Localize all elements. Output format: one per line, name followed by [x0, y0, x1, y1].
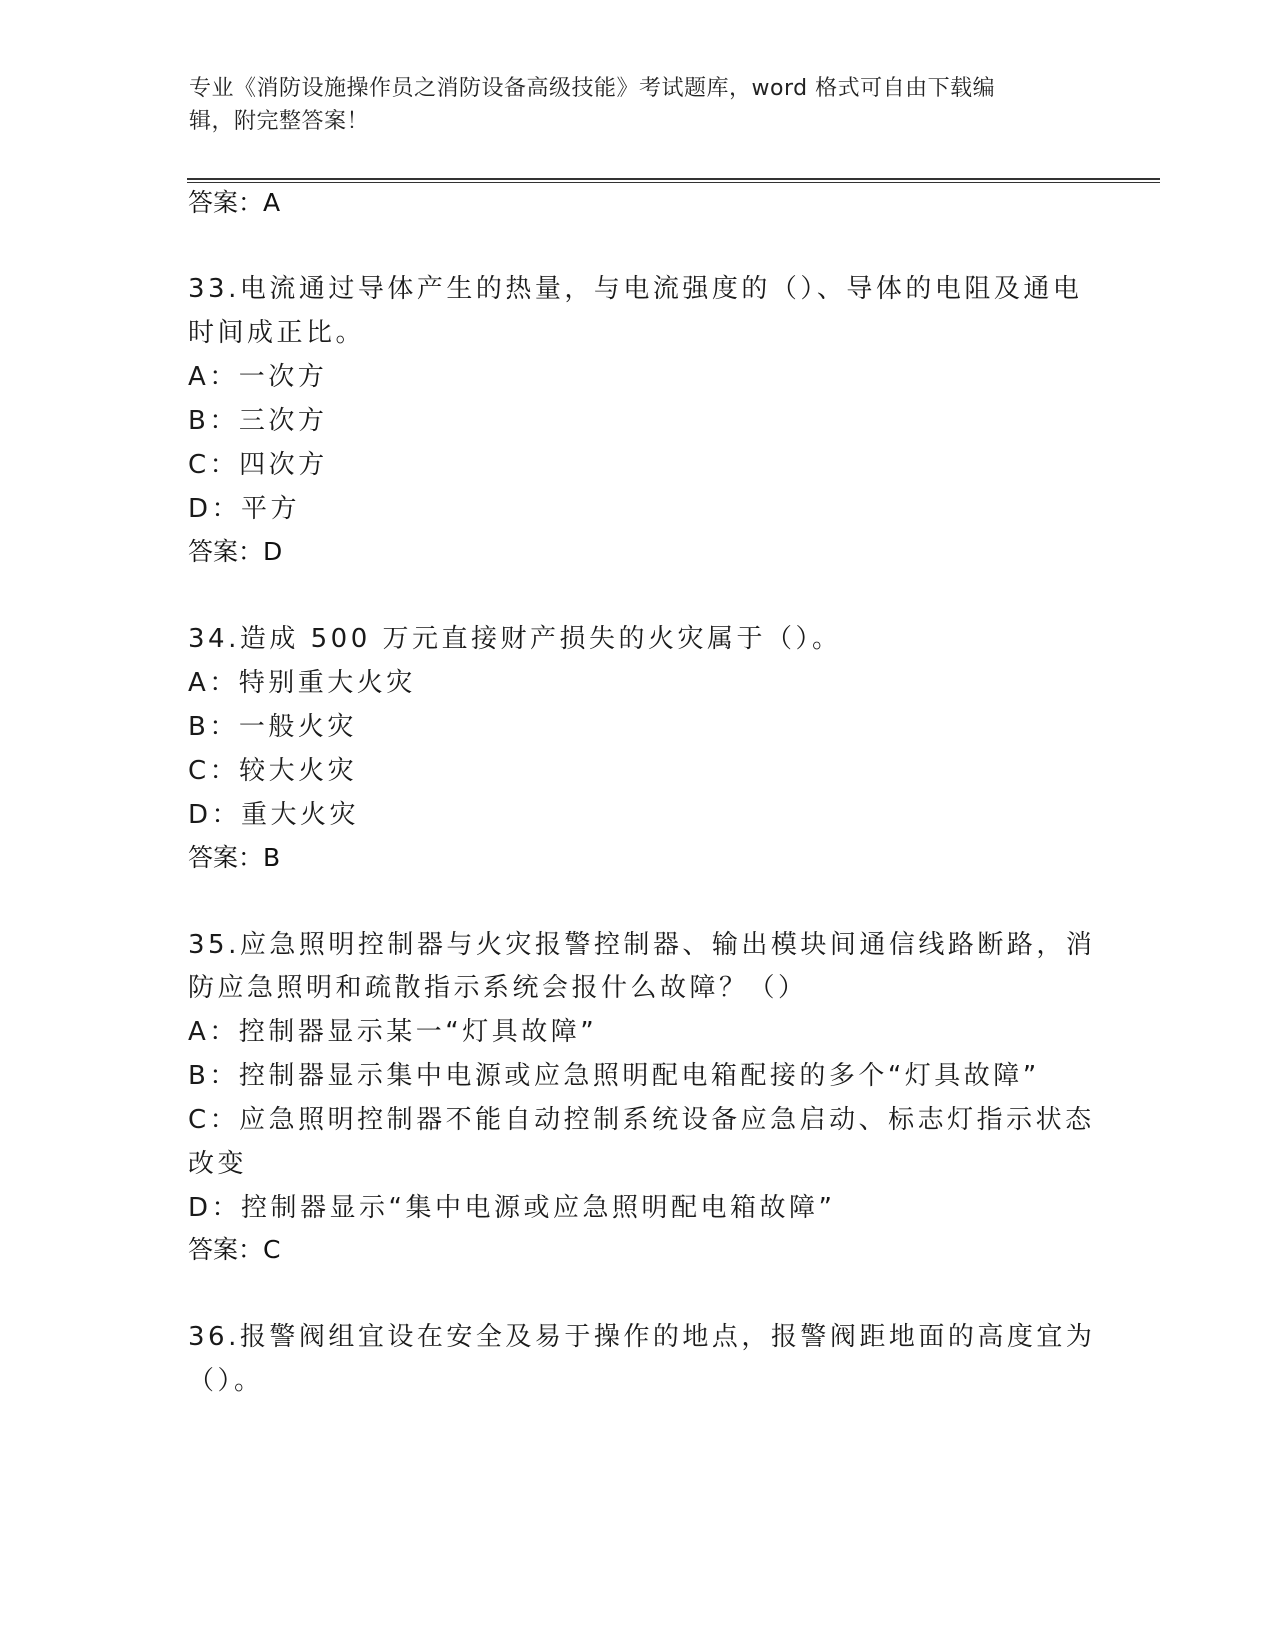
- header-divider: [187, 178, 1160, 185]
- question-36-text-line-1: 36.报警阀组宜设在安全及易于操作的地点，报警阀距地面的高度宜为: [188, 1322, 1096, 1352]
- question-35-option-d: D：控制器显示“集中电源或应急照明配电箱故障”: [188, 1193, 836, 1223]
- question-36-text-line-2: （）。: [188, 1366, 264, 1396]
- question-35-text-line-2: 防应急照明和疏散指示系统会报什么故障？（）: [188, 973, 808, 1003]
- question-33-option-c: C：四次方: [188, 450, 328, 480]
- question-35-option-b: B：控制器显示集中电源或应急照明配电箱配接的多个“灯具故障”: [188, 1061, 1040, 1091]
- answer-34: 答案：B: [188, 843, 281, 872]
- question-33-text-line-2: 时间成正比。: [188, 318, 366, 348]
- header-line-2: 辑，附完整答案！: [189, 109, 370, 134]
- answer-33: 答案：D: [188, 537, 283, 566]
- answer-32: 答案：A: [188, 188, 281, 217]
- question-35-text-line-1: 35.应急照明控制器与火灾报警控制器、输出模块间通信线路断路，消: [188, 930, 1096, 960]
- question-33-option-d: D：平方: [188, 494, 301, 524]
- question-34-option-d: D：重大火灾: [188, 800, 360, 830]
- question-34-text-line-1: 34.造成 500 万元直接财产损失的火灾属于（）。: [188, 624, 842, 654]
- question-35-option-c-continued: 改变: [188, 1149, 248, 1179]
- answer-35: 答案：C: [188, 1235, 281, 1264]
- question-33-option-a: A：一次方: [188, 362, 328, 392]
- question-35-option-a: A：控制器显示某一“灯具故障”: [188, 1017, 598, 1047]
- question-35-option-c: C：应急照明控制器不能自动控制系统设备应急启动、标志灯指示状态: [188, 1105, 1095, 1135]
- question-34-option-a: A：特别重大火灾: [188, 668, 416, 698]
- header-line-1: 专业《消防设施操作员之消防设备高级技能》考试题库，word 格式可自由下载编: [189, 76, 996, 101]
- question-34-option-c: C：较大火灾: [188, 756, 358, 786]
- question-33-text-line-1: 33.电流通过导体产生的热量，与电流强度的（）、导体的电阻及通电: [188, 274, 1083, 304]
- document-header: [189, 72, 1079, 138]
- question-33-option-b: B：三次方: [188, 406, 328, 436]
- question-34-option-b: B：一般火灾: [188, 712, 357, 742]
